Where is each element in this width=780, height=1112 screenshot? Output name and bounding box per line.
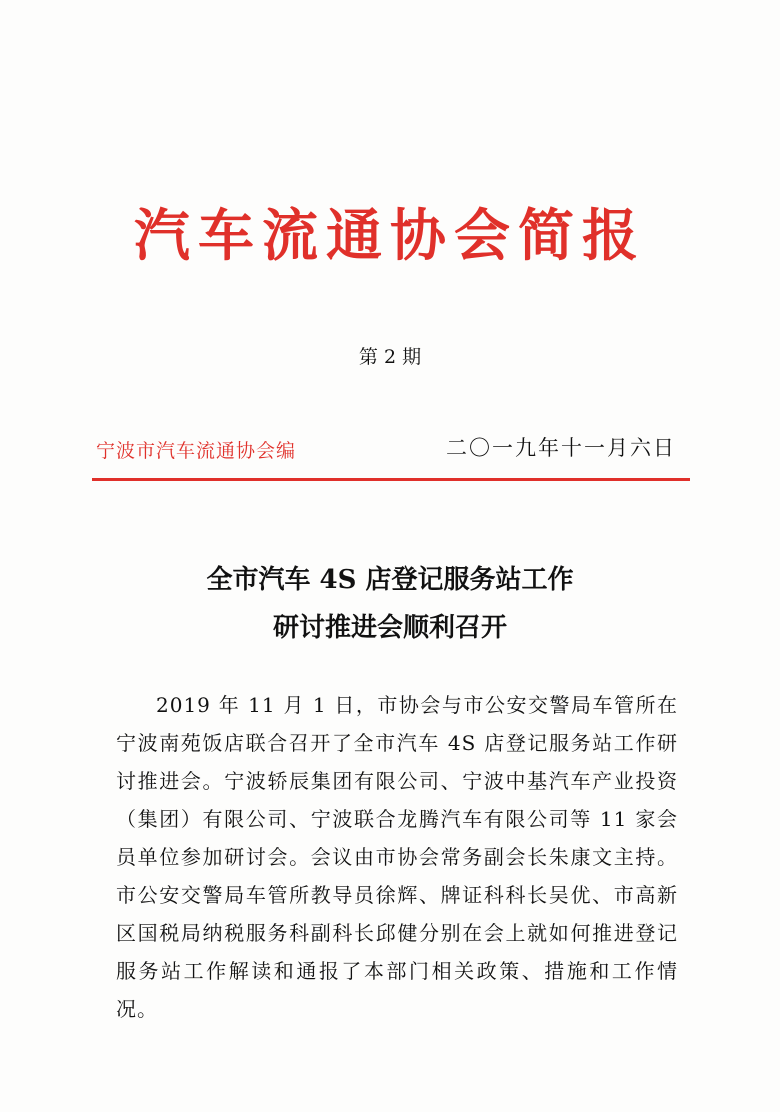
article-body: 2019 年 11 月 1 日，市协会与市公安交警局车管所在宁波南苑饭店联合召开了全市汽车 4S 店登记服务站工作研讨推进会。宁波轿辰集团有限公司、宁波中基汽车产业投资（集团）有限公司、宁波联合龙腾汽车有限公司等 11 家会员单位参加研讨会。会议由市协会常务副会长朱康文主持。市公安交警局车管所教导员徐辉、牌证科科长吴优、市高新区国税局纳税服务科副科长邱健分别在会上就如何推进登记服务站工作解读和通报了本部门相关政策、措施和工作情况。 — [116, 693, 678, 1021]
editor-line: 宁波市汽车流通协会编 — [96, 440, 297, 462]
article-title-line-1: 全市汽车 4S 店登记服务站工作 — [206, 565, 574, 595]
article-title — [0, 556, 780, 652]
red-divider — [92, 478, 690, 481]
issue-date: 二〇一九年十一月六日 — [446, 436, 676, 460]
masthead-title: 汽车流通协会简报 — [134, 203, 646, 269]
issue-number: 第 2 期 — [358, 346, 422, 368]
article-title-line-2: 研讨推进会顺利召开 — [272, 613, 507, 643]
